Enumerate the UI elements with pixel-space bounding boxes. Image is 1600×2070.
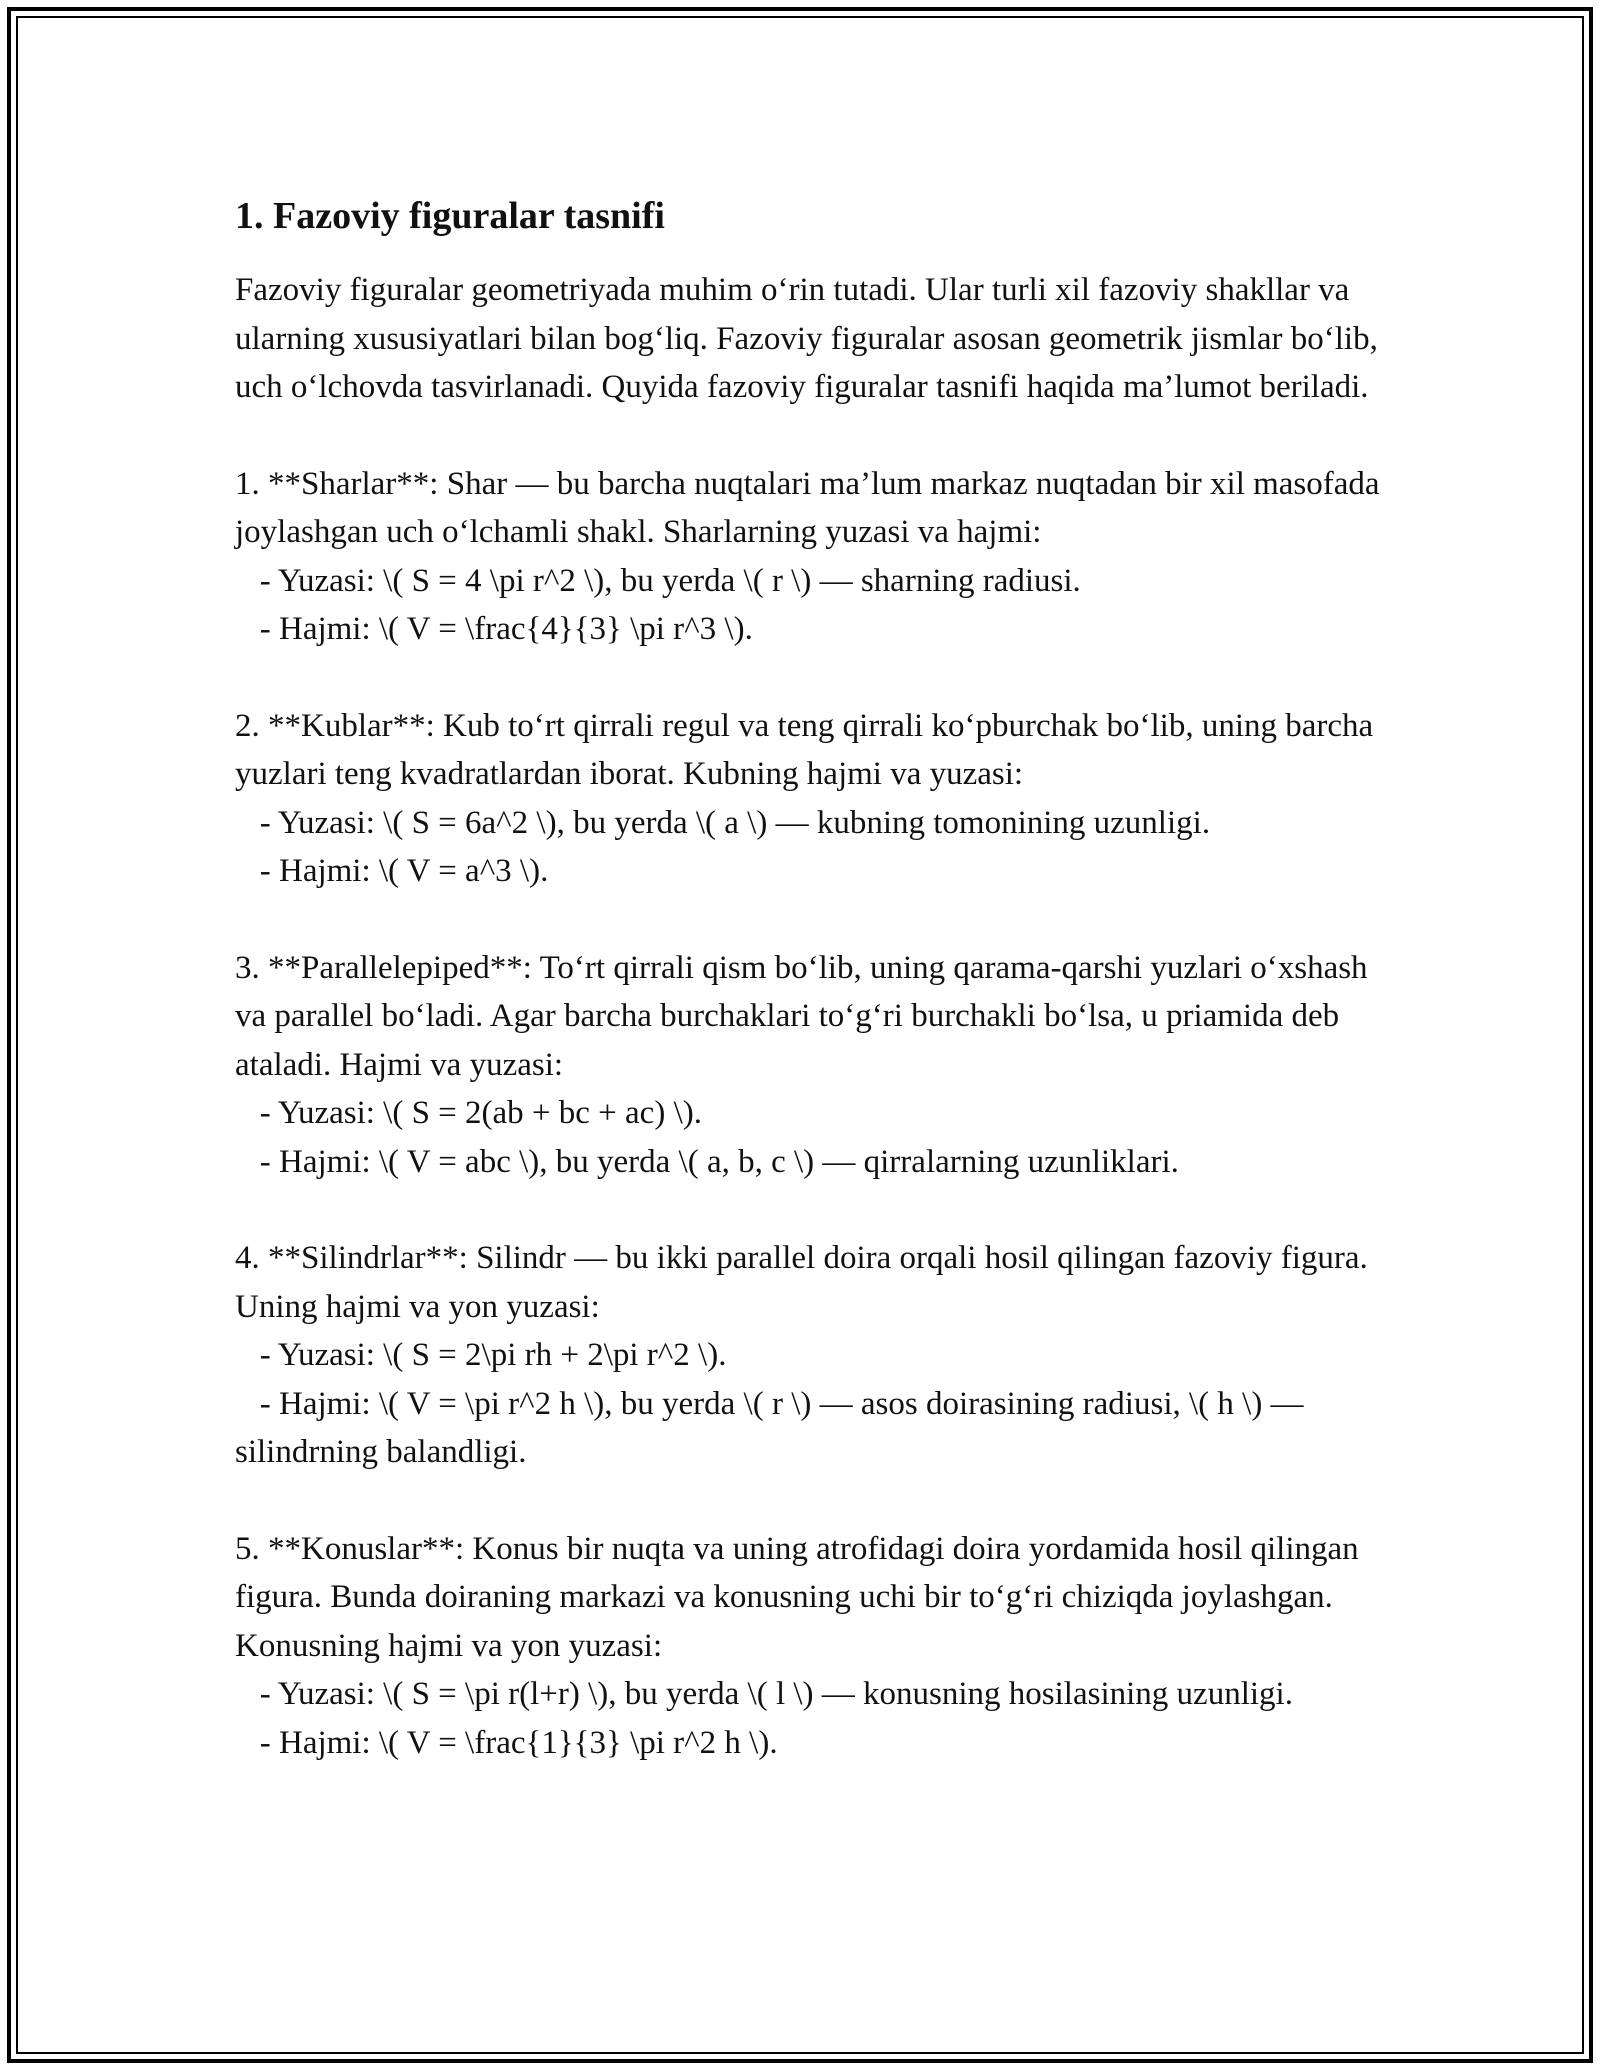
formula-line: - Yuzasi: \( S = 2\pi rh + 2\pi r^2 \). [235, 1337, 727, 1373]
formula-line: - Hajmi: \( V = \frac{1}{3} \pi r^2 h \). [235, 1724, 778, 1761]
section-kublar [235, 702, 1395, 896]
section-text: 1. **Sharlar**: Shar — bu barcha nuqtalari ma’lum markaz nuqtadan bir xil masofada joylashgan uch o‘lchamli shakl. Sharlarning yuzasi va hajmi: [235, 465, 1380, 550]
formula-line: - Yuzasi: \( S = 6a^2 \), bu yerda \( a \) — kubning tomonining uzunligi. [235, 804, 1211, 841]
document-title: 1. Fazoviy figuralar tasnifi [235, 195, 665, 237]
section-text: 2. **Kublar**: Kub to‘rt qirrali regul va teng qirrali ko‘pburchak bo‘lib, uning barcha yuzlari teng kvadratlardan iborat. Kubning hajmi va yuzasi: [235, 707, 1374, 792]
formula-line: - Yuzasi: \( S = 4 \pi r^2 \), bu yerda \( r \) — sharning radiusi. [235, 562, 1081, 599]
section-text: 5. **Konuslar**: Konus bir nuqta va uning atrofidagi doira yordamida hosil qilingan figura. Bunda doiraning markazi va konusning uchi bir to‘g‘ri chiziqda joylashgan. Konusning hajmi va yon yuzasi: [235, 1530, 1359, 1664]
formula-line: - Hajmi: \( V = \frac{4}{3} \pi r^3 \). [235, 611, 753, 647]
section-konuslar [235, 1525, 1395, 1768]
formula-line: - Hajmi: \( V = abc \), bu yerda \( a, b, c \) — qirralarning uzunliklari. [235, 1143, 1179, 1180]
section-text: 4. **Silindrlar**: Silindr — bu ikki parallel doira orqali hosil qilingan fazoviy figura. Uning hajmi va yon yuzasi: [235, 1240, 1368, 1325]
section-parallelepiped [235, 944, 1395, 1187]
section-text: 3. **Parallelepiped**: To‘rt qirrali qism bo‘lib, uning qarama-qarshi yuzlari o‘xshash va parallel bo‘ladi. Agar barcha burchaklari to‘g‘ri burchakli bo‘lsa, u priamida deb ataladi. Hajmi va yuzasi: [235, 949, 1368, 1083]
formula-line: - Yuzasi: \( S = \pi r(l+r) \), bu yerda \( l \) — konusning hosilasining uzunligi. [235, 1676, 1293, 1712]
formula-line: - Hajmi: \( V = \pi r^2 h \), bu yerda \( r \) — asos doirasining radiusi, \( h \) — silindrning balandligi. [235, 1385, 1312, 1470]
formula-line: - Yuzasi: \( S = 2(ab + bc + ac) \). [235, 1095, 702, 1131]
formula-line: - Hajmi: \( V = a^3 \). [235, 853, 549, 889]
document-body [235, 188, 1395, 1815]
section-sharlar [235, 460, 1395, 654]
section-silindrlar [235, 1234, 1395, 1477]
intro-paragraph: Fazoviy figuralar geometriyada muhim o‘rin tutadi. Ular turli xil fazoviy shakllar va ularning xususiyatlari bilan bog‘liq. Fazoviy figuralar asosan geometrik jismlar bo‘lib, uch o‘lchovda tasvirlanadi. Quyida fazoviy figuralar tasnifi haqida ma’lumot beriladi. [235, 272, 1378, 405]
